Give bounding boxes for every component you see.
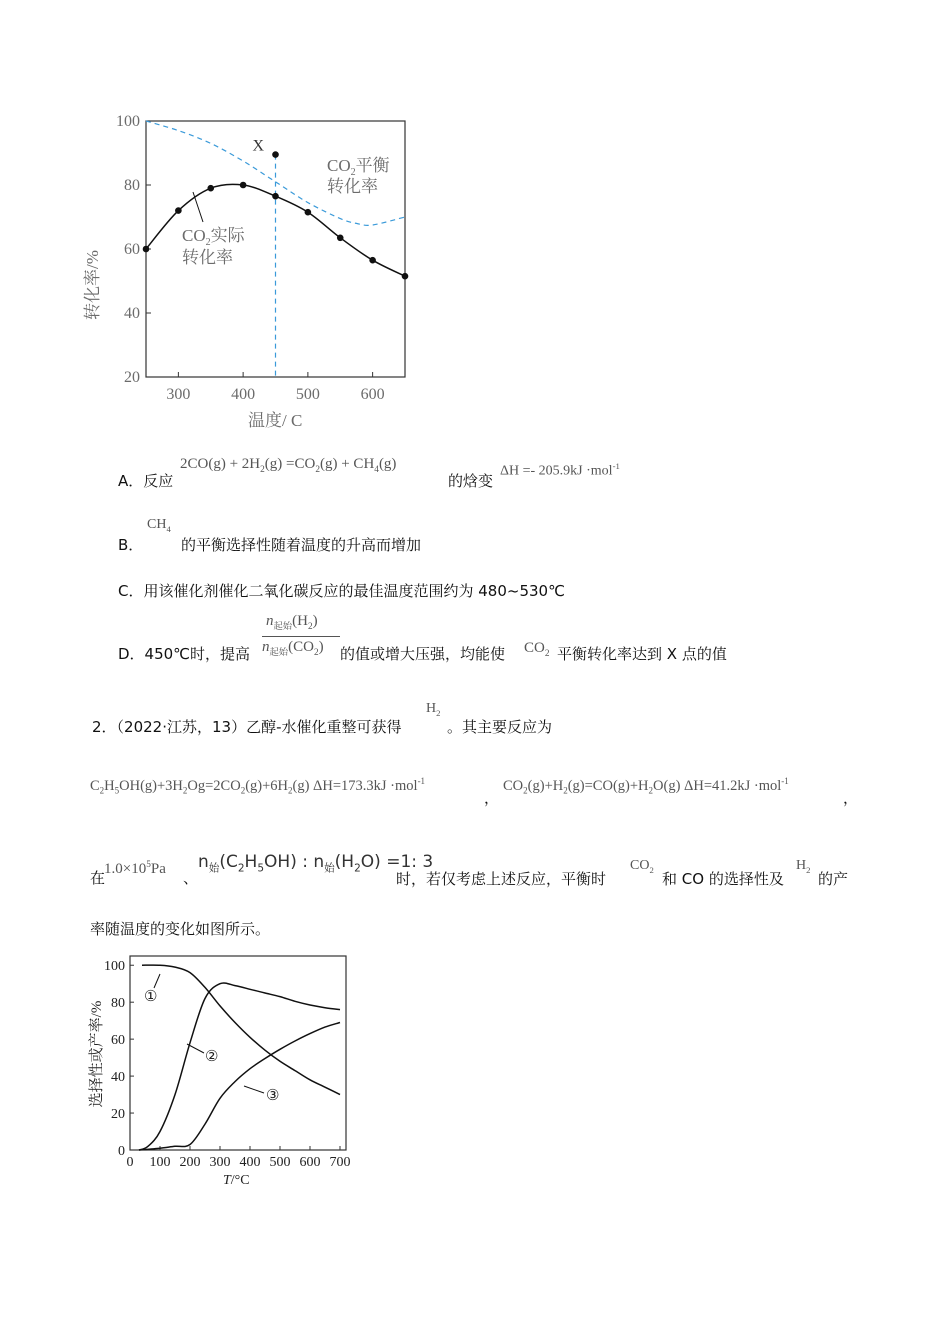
- data-point: [272, 193, 279, 200]
- q2-pressure: $1.0\times 10^5Pa$: [104, 860, 166, 877]
- data-point: [305, 209, 312, 216]
- curve-2: [139, 983, 340, 1150]
- data-point: [175, 207, 182, 214]
- chart1-xlabel: 温度/ C: [248, 411, 303, 430]
- q2-intro: 2．（2022·江苏，13）乙醇-水催化重整可获得: [92, 718, 402, 736]
- c1-ytick-label: 100: [116, 113, 140, 130]
- data-point: [207, 185, 214, 192]
- option-b-text: 的平衡选择性随着温度的升高而增加: [181, 536, 422, 554]
- option-a: [118, 470, 173, 491]
- c1-xtick-label: 600: [360, 386, 385, 403]
- c2-xtick-label: 100: [149, 1155, 171, 1170]
- c1-ytick-label: 80: [124, 177, 140, 194]
- c2-xtick-label: 0: [126, 1155, 134, 1170]
- c1-xtick-label: 300: [166, 386, 191, 403]
- q2-end-comma: ，: [843, 789, 859, 807]
- actual-label-leader: [193, 192, 203, 222]
- c2-xtick-label: 200: [179, 1155, 201, 1170]
- option-c: C．用该催化剂催化二氧化碳反应的最佳温度范围约为 480~530℃: [118, 582, 565, 600]
- c1-xtick-label: 400: [231, 386, 256, 403]
- chart2-frame: [130, 956, 346, 1150]
- equilibrium-curve-label-line2: 转化率: [327, 177, 378, 196]
- option-d-fraction-bar: [262, 636, 340, 637]
- c1-ytick-label: 40: [124, 305, 140, 322]
- option-d-numerator: $n_{起始}(H_2)$: [266, 613, 318, 632]
- data-point: [402, 273, 409, 280]
- curve-3: [139, 1023, 340, 1151]
- chart2-xlabel: T/°C: [223, 1173, 250, 1188]
- option-a-equation: $2CO(g) + 2H_2(g) =CO_2(g) + CH_4(g)$: [180, 456, 397, 475]
- curve-3-label: ③: [266, 1088, 280, 1104]
- data-point: [369, 257, 376, 264]
- x-point-label: X: [252, 137, 265, 155]
- curve-1-leader: [154, 974, 160, 988]
- q2-cond-pre: 在: [90, 869, 106, 887]
- actual-curve-label: $CO_2$实际: [182, 226, 245, 248]
- c2-xtick-label: 600: [299, 1155, 321, 1170]
- chart2-ylabel: 选择性或产率/%: [89, 1000, 105, 1108]
- data-point: [143, 246, 150, 253]
- curve-3-leader: [244, 1086, 264, 1093]
- c2-ytick-label: 20: [111, 1107, 125, 1123]
- c2-xtick-label: 700: [329, 1155, 351, 1170]
- chart-selectivity-yield: [80, 948, 370, 1193]
- q2-cond-text2: 和 CO 的选择性及: [662, 870, 784, 888]
- c2-ytick-label: 80: [111, 996, 125, 1012]
- c1-ytick-label: 60: [124, 241, 140, 258]
- option-b-label: B．: [118, 536, 144, 554]
- c2-ytick-label: 40: [111, 1070, 125, 1086]
- q2-line4: 率随温度的变化如图所示。: [90, 920, 271, 938]
- q2-eq2: $CO_2(g)+H_2(g)=CO(g)+H_2O(g)$ ΔH=41.2kJ ·mol$^{-1}$: [503, 776, 789, 796]
- data-point: [240, 182, 247, 189]
- option-a-dh: ΔH =- 205.9kJ ·mol$^{-1}$: [500, 461, 620, 479]
- chart-co2-conversion: [80, 105, 440, 440]
- curve-2-leader: [187, 1044, 204, 1053]
- option-d-text2: 的值或增大压强，均能使: [340, 645, 506, 663]
- q2-h2b: $H_2$: [796, 858, 811, 875]
- curve-2-label: ②: [205, 1049, 219, 1065]
- c2-ytick-label: 100: [104, 959, 125, 975]
- c2-xtick-label: 300: [209, 1155, 231, 1170]
- q2-cond-text: 时，若仅考虑上述反应，平衡时: [396, 870, 607, 888]
- q2-ratio: $n_始(C_2H_5OH)$ : $n_始(H_2O) =1$: 3: [198, 852, 434, 875]
- equilibrium-curve-label: $CO_2$平衡: [327, 156, 390, 178]
- q2-sep: ，: [484, 789, 500, 807]
- actual-curve-label-line2: 转化率: [182, 248, 233, 267]
- option-d-text3: 平衡转化率达到 X 点的值: [557, 645, 727, 663]
- data-point: [337, 235, 344, 242]
- c1-xtick-label: 500: [295, 386, 320, 403]
- c2-xtick-label: 500: [269, 1155, 291, 1170]
- chart1-ylabel: 转化率/%: [83, 250, 102, 320]
- option-a-text2: 的焓变: [448, 472, 494, 490]
- c1-ytick-label: 20: [124, 369, 140, 386]
- curve-1-label: ①: [144, 989, 158, 1005]
- x-point-marker: [272, 151, 279, 158]
- option-d-co2: $CO_2$: [524, 640, 550, 659]
- q2-cond-text3: 的产: [818, 870, 849, 888]
- c2-xtick-label: 400: [239, 1155, 261, 1170]
- c2-ytick-label: 0: [118, 1144, 125, 1159]
- q2-eq1: $C_2H_5OH(g)+3H_2Og=2CO_2(g)+6H_2(g)$ ΔH=173.3kJ ·mol$^{-1}$: [90, 776, 426, 796]
- c2-ytick-label: 60: [111, 1033, 125, 1049]
- q2-co2: $CO_2$: [630, 858, 654, 875]
- option-b-ch4: $CH_4$: [147, 517, 171, 534]
- q2-intro-end: 。其主要反应为: [447, 718, 553, 736]
- q2-h2: $H_2$: [426, 701, 441, 718]
- option-a-label: A．反应: [118, 472, 174, 490]
- option-d-denominator: $n_{起始}(CO_2)$: [262, 639, 324, 658]
- q2-comma2: 、: [183, 869, 199, 887]
- option-d-label: D．450℃时，提高: [118, 645, 251, 663]
